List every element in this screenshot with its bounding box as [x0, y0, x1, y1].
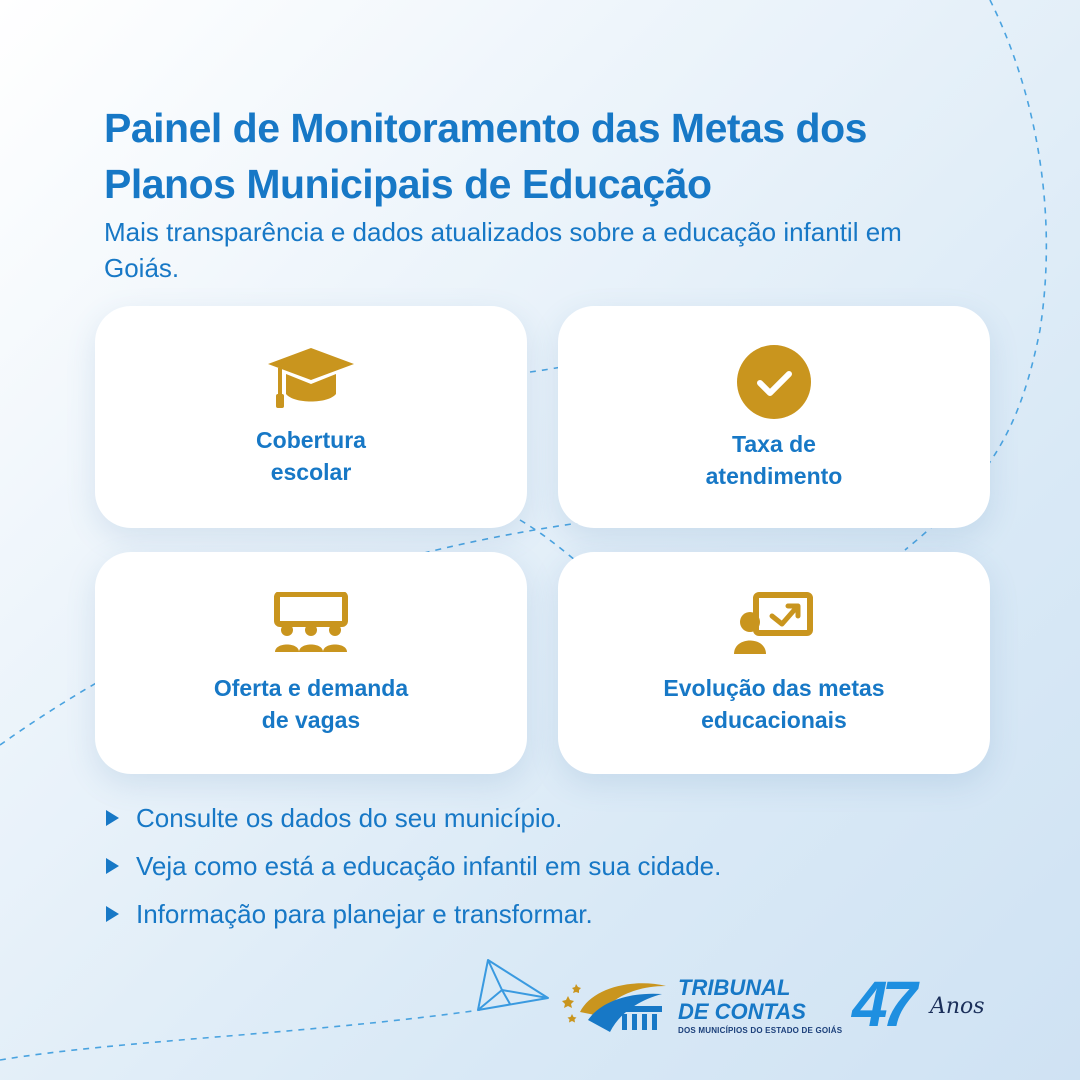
page-subtitle: Mais transparência e dados atualizados sobre a educação infantil em Goiás. — [104, 217, 902, 283]
card-label-line1: Oferta e demanda — [213, 675, 409, 701]
card-taxa-atendimento — [558, 306, 990, 528]
list-item: Informação para planejar e transformar. — [104, 892, 924, 940]
card-label-line2: atendimento — [705, 463, 843, 489]
anniversary-badge — [852, 968, 1002, 1042]
logo-text-line2: DE CONTAS — [678, 999, 806, 1024]
logo-text-line1: TRIBUNAL — [678, 975, 791, 1000]
card-cobertura-escolar — [95, 306, 527, 528]
triangle-bullet-icon — [106, 858, 119, 874]
bullet-list — [104, 796, 924, 940]
graduation-cap-icon — [266, 346, 356, 412]
triangle-bullet-icon — [106, 906, 119, 922]
card-oferta-demanda — [95, 552, 527, 774]
list-item: Veja como está a educação infantil em sua cidade. — [104, 844, 924, 892]
card-evolucao-metas — [558, 552, 990, 774]
triangle-bullet-icon — [106, 810, 119, 826]
card-label-line2: escolar — [270, 459, 352, 485]
anniversary-number: 47 — [852, 968, 912, 1040]
card-label-line2: educacionais — [701, 707, 847, 733]
card-label-line2: de vagas — [261, 707, 361, 733]
card-label-line1: Evolução das metas — [663, 675, 885, 701]
logo-text-line3: DOS MUNICÍPIOS DO ESTADO DE GOIÁS — [678, 1026, 843, 1035]
list-item: Consulte os dados do seu município. — [104, 796, 924, 844]
tcm-logo — [562, 972, 843, 1042]
classroom-icon — [273, 592, 349, 654]
card-label-line1: Cobertura — [256, 427, 366, 453]
check-circle-icon — [736, 344, 812, 420]
page-title: Painel de Monitoramento das Metas dos Planos Municipais de Educação — [104, 105, 867, 207]
presentation-growth-icon — [734, 592, 814, 654]
tcm-emblem-icon — [562, 972, 674, 1042]
paper-plane-icon — [478, 960, 548, 1010]
card-label-line1: Taxa de — [732, 431, 816, 457]
anniversary-word: Anos — [930, 994, 985, 1019]
